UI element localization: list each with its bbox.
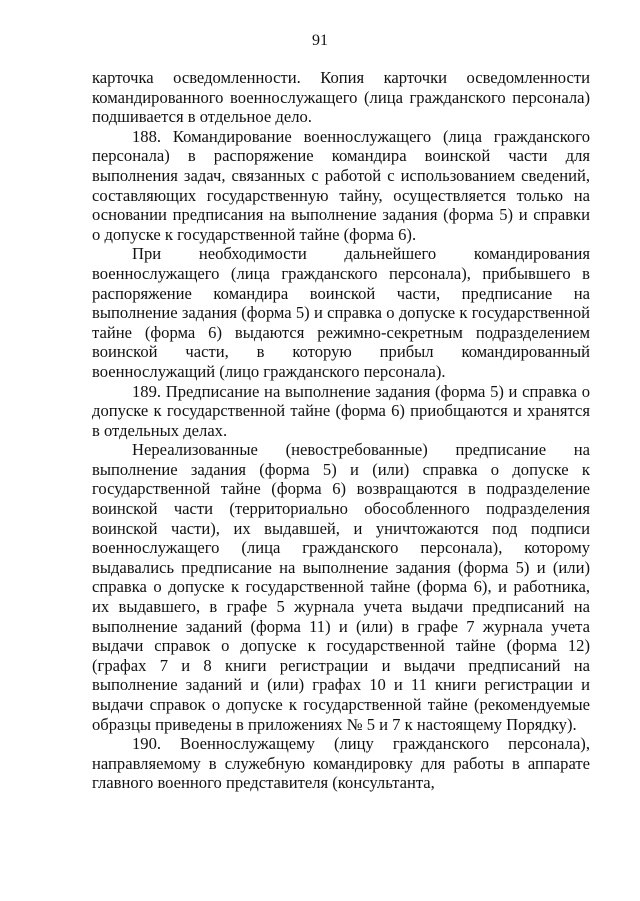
paragraph-188: 188. Командирование военнослужащего (лица гражданского персонала) в распоряжение командира воинской части для выполнения задач, связанных с работой с использованием сведений, составляющих государственную тайну, осуществляется только на основании предписания на выполнение задания (форма 5) и справки о допуске к государственной тайне (форма 6). <box>92 126 590 244</box>
paragraph-continuation: карточка осведомленности. Копия карточки осведомленности командированного военнослужащего (лица гражданского персонала) подшивается в отдельное дело. <box>92 68 590 127</box>
paragraph-189: 189. Предписание на выполнение задания (форма 5) и справка о допуске к государственной тайне (форма 6) приобщаются и хранятся в отдельных делах. <box>92 381 590 440</box>
page-number: 91 <box>312 32 328 49</box>
paragraph-190: 190. Военнослужащему (лицу гражданского персонала), направляемому в служебную командировку для работы в аппарате главного военного представителя (консультанта, <box>92 734 590 793</box>
paragraph-further-assignment: При необходимости дальнейшего командирования военнослужащего (лица гражданского персонала), прибывшего в распоряжение командира воинской части, предписание на выполнение задания (форма 5) и справка о допуске к государственной тайне (форма 6) выдаются режимно-секретным подразделением воинской части, в которую прибыл командированный военнослужащий (лицо гражданского персонала). <box>92 244 590 381</box>
document-body <box>92 68 590 793</box>
paragraph-unused-documents: Нереализованные (невостребованные) предписание на выполнение задания (форма 5) и (или) справка о допуске к государственной тайне (форма 6) возвращаются в подразделение воинской части (территориально обособленного подразделения воинской части), их выдавшей, и уничтожаются под подписи военнослужащего (лица гражданского персонала), которому выдавались предписание на выполнение задания (форма 5) и (или) справка о допуске к государственной тайне (форма 6), и работника, их выдавшего, в графе 5 журнала учета выдачи предписаний на выполнение заданий (форма 11) и (или) в графе 7 журнала учета выдачи справок о допуске к государственной тайне (форма 12) (графах 7 и 8 книги регистрации и выдачи предписаний на выполнение заданий и (или) графах 10 и 11 книги регистрации и выдачи справок о допуске к государственной тайне (рекомендуемые образцы приведены в приложениях № 5 и 7 к настоящему Порядку). <box>92 440 590 734</box>
